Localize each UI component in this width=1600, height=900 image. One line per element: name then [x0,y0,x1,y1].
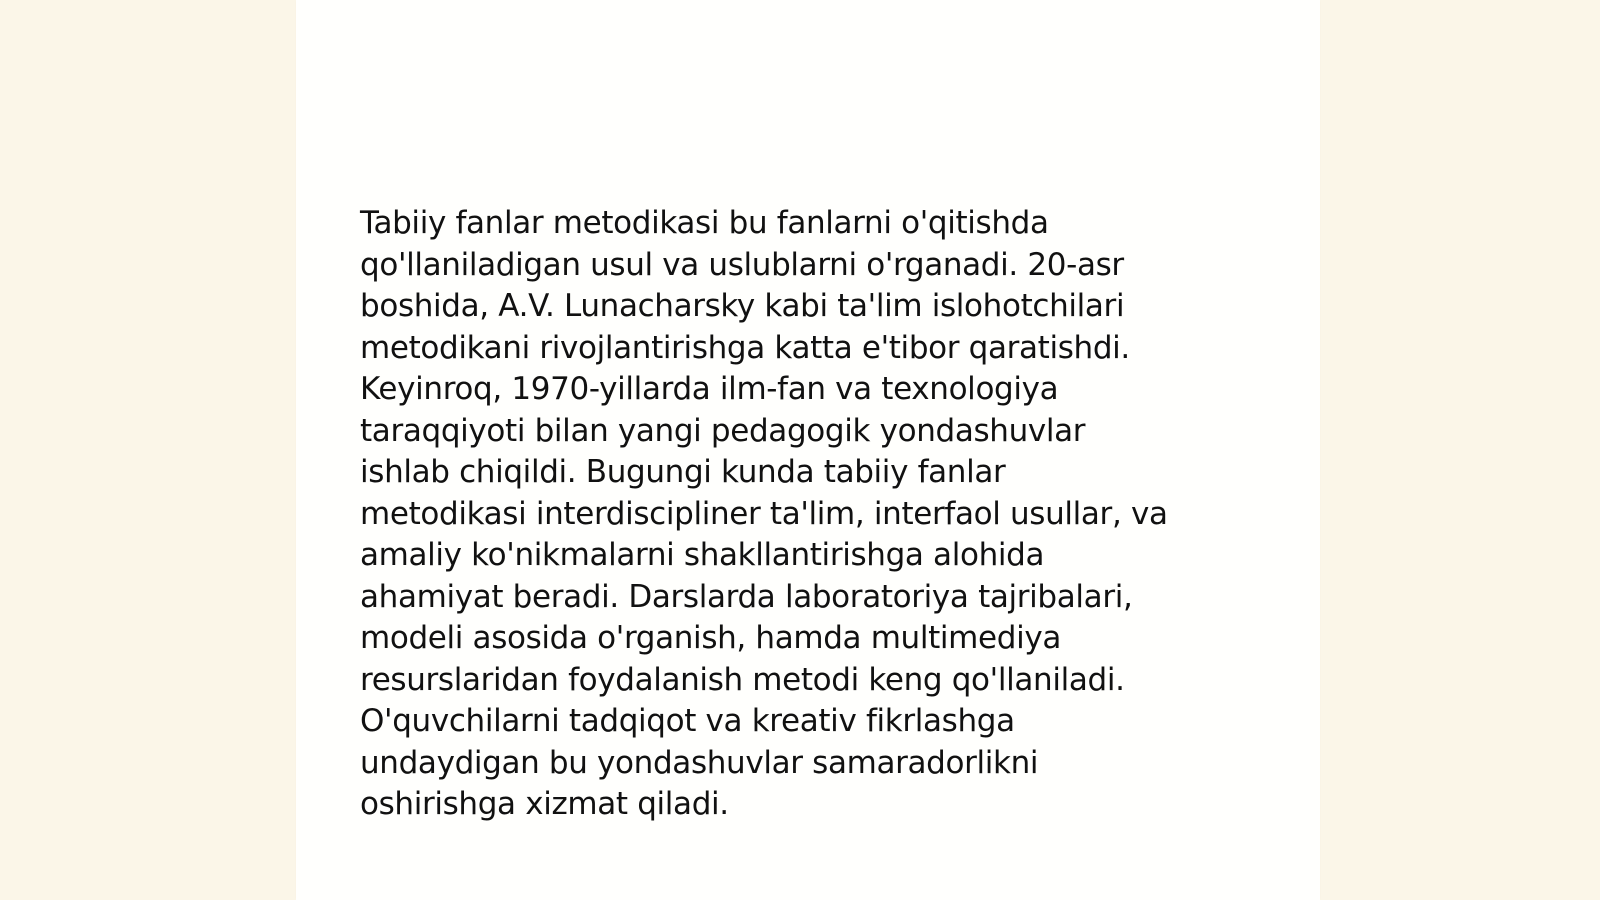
document-page [296,0,1320,900]
body-paragraph: Tabiiy fanlar metodikasi bu fanlarni o'qitishda qo'llaniladigan usul va uslublarni o'rganadi. 20-asr boshida, A.V. Lunacharsky kabi ta'lim islohotchilari metodikani rivojlantirishga katta e'tibor qaratishdi. Keyinroq, 1970-yillarda ilm-fan va texnologiya taraqqiyoti bilan yangi pedagogik yondashuvlar ishlab chiqildi. Bugungi kunda tabiiy fanlar metodikasi interdiscipliner ta'lim, interfaol usullar, va amaliy ko'nikmalarni shakllantirishga alohida ahamiyat beradi. Darslarda laboratoriya tajribalari, modeli asosida o'rganish, hamda multimediya resurslaridan foydalanish metodi keng qo'llaniladi. O'quvchilarni tadqiqot va kreativ fikrlashga undaydigan bu yondashuvlar samaradorlikni oshirishga xizmat qiladi. [360,205,1168,822]
